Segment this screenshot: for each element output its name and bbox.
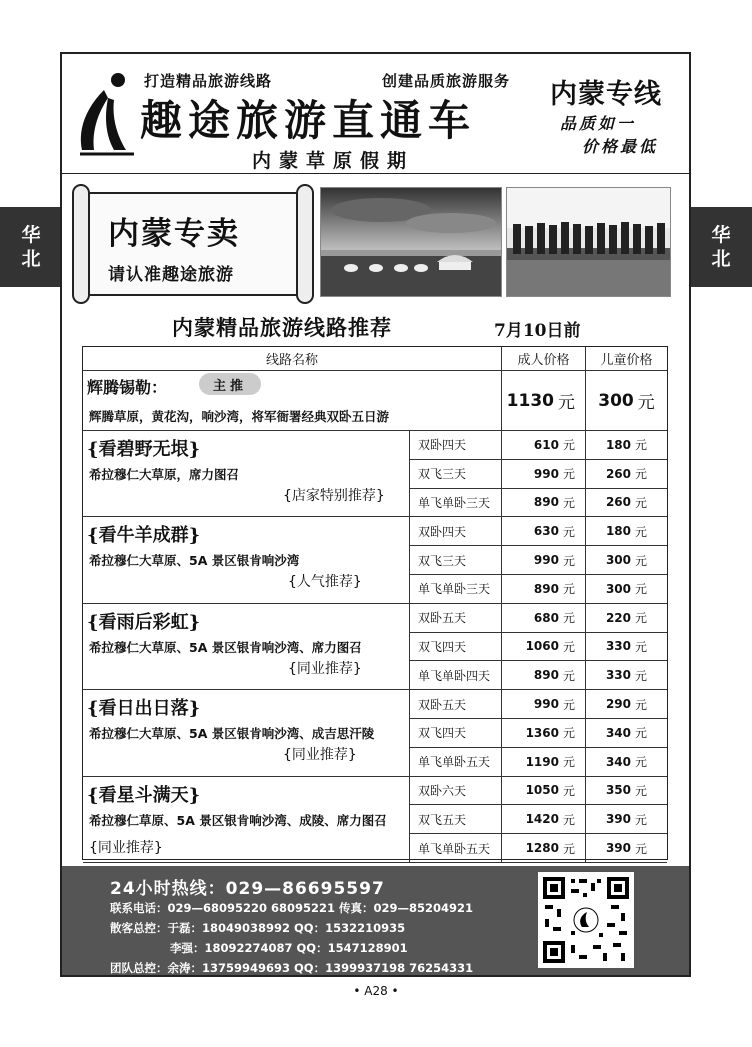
contact-phone-line: 联系电话：029—68095220 68095221 传真：029—85204921 xyxy=(110,901,474,915)
route-option: 双飞五天 xyxy=(410,805,502,834)
child-price: 180 元 xyxy=(586,431,667,460)
route-option: 单飞单卧三天 xyxy=(410,575,502,604)
child-price: 330 元 xyxy=(586,661,667,690)
route-option: 双卧四天 xyxy=(410,431,502,460)
slogan-right: 创建品质旅游服务 xyxy=(382,72,511,90)
child-price: 300 元 xyxy=(586,546,667,575)
horsemen-photo xyxy=(506,187,671,297)
route-group-note: {同业推荐} xyxy=(89,839,163,856)
header-adult: 成人价格 xyxy=(502,347,586,371)
route-group-desc: 希拉穆仁草原、5A 景区银肯响沙湾、成陵、席力图召 xyxy=(89,812,387,828)
route-option: 单飞单卧五天 xyxy=(410,748,502,777)
flyer-frame xyxy=(60,52,691,977)
child-price: 350 元 xyxy=(586,777,667,806)
adult-price: 990 元 xyxy=(502,690,586,719)
adult-price: 1360 元 xyxy=(502,719,586,748)
adult-price: 890 元 xyxy=(502,575,586,604)
qr-code-icon xyxy=(541,875,631,965)
adult-price: 1060 元 xyxy=(502,633,586,662)
route-option: 双卧六天 xyxy=(410,777,502,806)
slogan-left: 打造精品旅游线路 xyxy=(144,72,273,90)
featured-route-desc: 辉腾草原，黄花沟，响沙湾，将军衙署经典双卧五日游 xyxy=(89,409,390,424)
contact-footer xyxy=(62,866,689,975)
tagline-price: 价格最低 xyxy=(582,137,659,156)
route-group xyxy=(83,690,410,776)
route-group xyxy=(83,777,410,863)
section-title: 内蒙精品旅游线路推荐 xyxy=(172,315,392,340)
header xyxy=(62,54,689,174)
section-date: 7月10日前 xyxy=(494,321,581,341)
featured-badge: 主推 xyxy=(199,373,261,395)
route-option: 双卧五天 xyxy=(410,604,502,633)
retail-contact-1: 散客总控：于磊：18049038992 QQ：1532210935 xyxy=(110,921,406,935)
banner-title: 内蒙专卖 xyxy=(108,216,240,252)
featured-child-price: 300 元 xyxy=(586,371,667,431)
route-option: 单飞单卧三天 xyxy=(410,489,502,518)
route-group-desc: 希拉穆仁大草原、5A 景区银肯响沙湾、成吉思汗陵 xyxy=(89,726,375,742)
banner-scroll xyxy=(72,184,314,304)
group-contact: 团队总控：余涛：13759949693 QQ：1399937198 76254331 xyxy=(110,961,474,975)
child-price: 180 元 xyxy=(586,517,667,546)
route-group-desc: 希拉穆仁大草原、5A 景区银肯响沙湾、席力图召 xyxy=(89,639,362,655)
page-number: • A28 • xyxy=(353,984,399,998)
route-option: 双飞三天 xyxy=(410,460,502,489)
featured-route xyxy=(83,371,502,431)
adult-price: 1190 元 xyxy=(502,748,586,777)
adult-price: 1050 元 xyxy=(502,777,586,806)
grassland-yurt-photo xyxy=(320,187,502,297)
route-group-name: {看日出日落} xyxy=(87,698,201,720)
child-price: 340 元 xyxy=(586,719,667,748)
route-group-note: {店家特别推荐} xyxy=(283,488,385,504)
brand-subtitle: 内蒙草原假期 xyxy=(252,150,415,172)
adult-price: 610 元 xyxy=(502,431,586,460)
child-price: 390 元 xyxy=(586,834,667,863)
header-child: 儿童价格 xyxy=(586,347,667,371)
route-option: 双飞三天 xyxy=(410,546,502,575)
tagline-quality: 品质如一 xyxy=(560,114,637,133)
child-price: 340 元 xyxy=(586,748,667,777)
route-option: 双卧四天 xyxy=(410,517,502,546)
route-group-desc: 希拉穆仁大草原，席力图召 xyxy=(89,467,240,482)
adult-price: 990 元 xyxy=(502,460,586,489)
adult-price: 1280 元 xyxy=(502,834,586,863)
featured-adult-price: 1130 元 xyxy=(502,371,586,431)
child-price: 260 元 xyxy=(586,489,667,518)
route-group-note: {同业推荐} xyxy=(283,747,357,764)
adult-price: 890 元 xyxy=(502,489,586,518)
retail-contact-2: 李强：18092274087 QQ：1547128901 xyxy=(170,941,408,955)
route-group xyxy=(83,604,410,690)
route-group-note: {同业推荐} xyxy=(288,660,362,677)
route-group xyxy=(83,431,410,517)
child-price: 290 元 xyxy=(586,690,667,719)
route-option: 单飞单卧四天 xyxy=(410,661,502,690)
route-option: 单飞单卧五天 xyxy=(410,834,502,863)
brand-name: 趣途旅游直通车 xyxy=(140,96,477,145)
brand-logo-icon xyxy=(74,70,136,158)
featured-route-name: 辉腾锡勒： xyxy=(87,378,168,397)
route-group-name: {看牛羊成群} xyxy=(87,525,201,547)
region-tab-right: 华北 xyxy=(690,207,752,287)
adult-price: 680 元 xyxy=(502,604,586,633)
hotline: 24小时热线：029—86695597 xyxy=(110,879,385,899)
route-group-desc: 希拉穆仁大草原、5A 景区银肯响沙湾 xyxy=(89,553,300,569)
route-group-name: {看雨后彩虹} xyxy=(87,611,201,633)
price-table xyxy=(82,346,668,860)
child-price: 220 元 xyxy=(586,604,667,633)
qr-code xyxy=(538,872,634,968)
child-price: 260 元 xyxy=(586,460,667,489)
child-price: 390 元 xyxy=(586,805,667,834)
route-group-name: {看碧野无垠} xyxy=(87,439,201,460)
header-route: 线路名称 xyxy=(83,347,502,371)
adult-price: 890 元 xyxy=(502,661,586,690)
banner-subtitle: 请认准趣途旅游 xyxy=(108,265,234,285)
route-option: 双卧五天 xyxy=(410,690,502,719)
route-option: 双飞四天 xyxy=(410,633,502,662)
route-group xyxy=(83,517,410,603)
route-group-note: {人气推荐} xyxy=(288,574,362,591)
adult-price: 990 元 xyxy=(502,546,586,575)
child-price: 300 元 xyxy=(586,575,667,604)
route-title: 内蒙专线 xyxy=(550,79,662,110)
region-tab-left: 华北 xyxy=(0,207,62,287)
route-option: 双飞四天 xyxy=(410,719,502,748)
child-price: 330 元 xyxy=(586,633,667,662)
adult-price: 630 元 xyxy=(502,517,586,546)
route-group-name: {看星斗满天} xyxy=(87,784,201,806)
adult-price: 1420 元 xyxy=(502,805,586,834)
